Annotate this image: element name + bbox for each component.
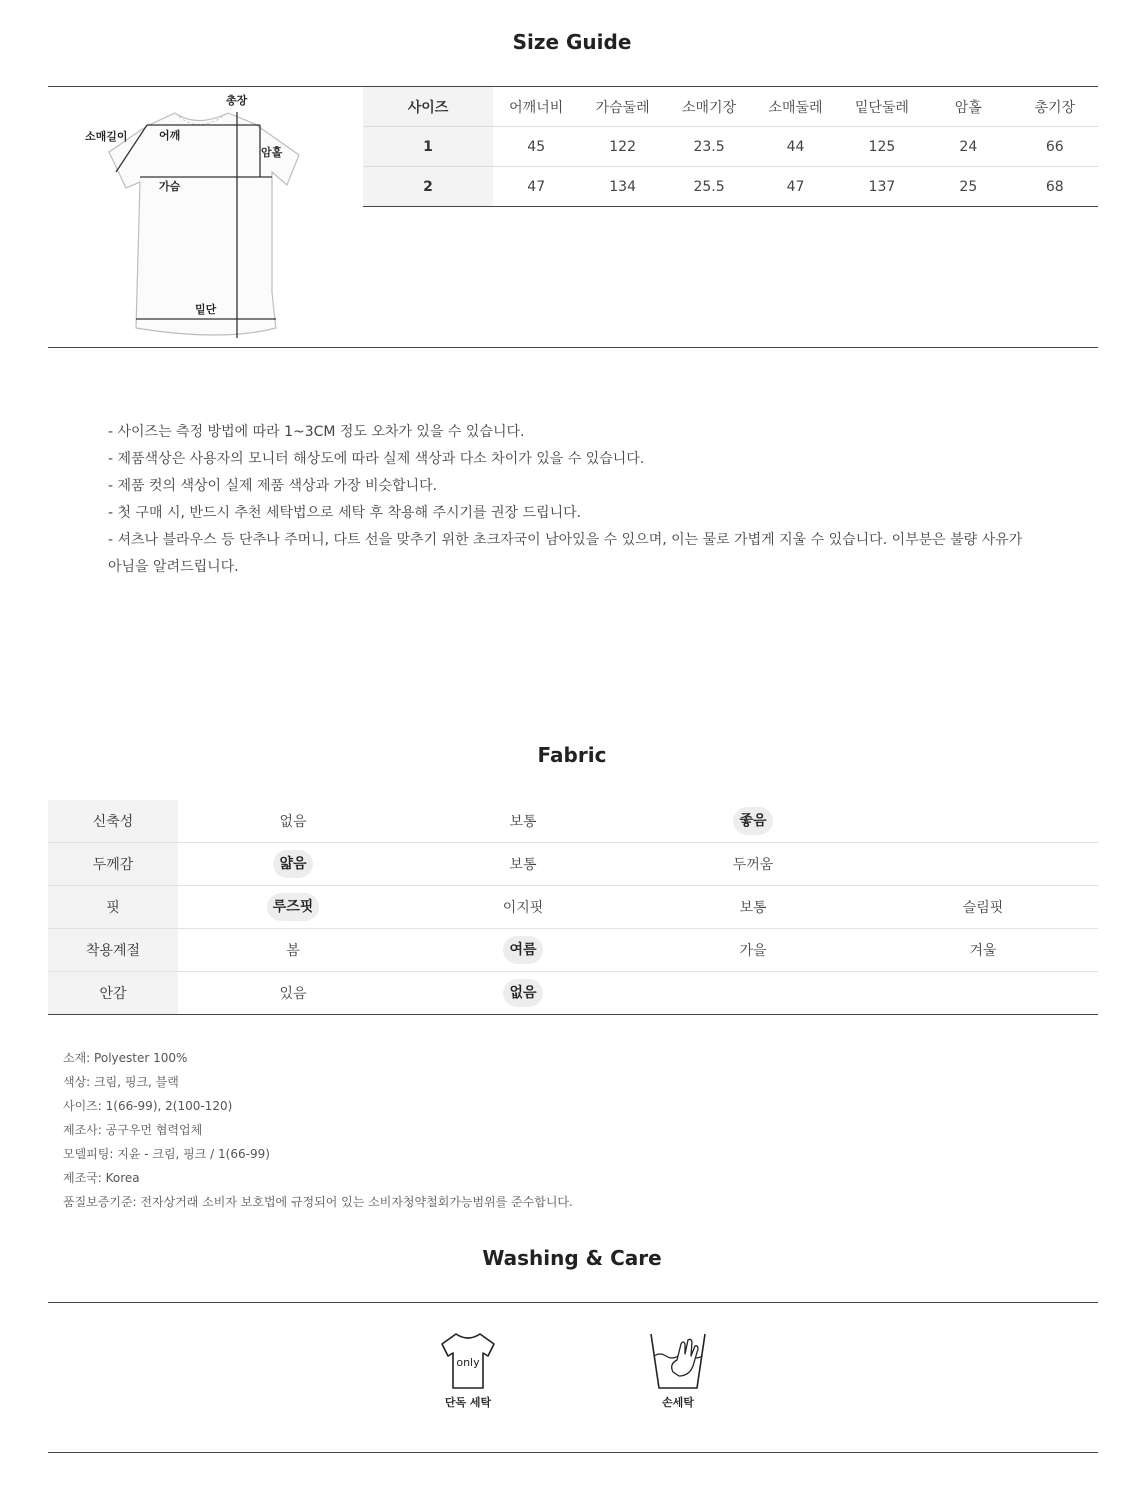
size-header-cell: 총기장 [1012,87,1098,127]
note-line: - 사이즈는 측정 방법에 따라 1~3CM 정도 오차가 있을 수 있습니다. [108,424,525,440]
fabric-option-selected: 루즈핏 [267,893,320,921]
size-table-row [363,167,1098,207]
fabric-option-cell [408,800,638,843]
size-header-cell: 소매둘레 [752,87,838,127]
note-line: - 첫 구매 시, 반드시 추천 세탁법으로 세탁 후 착용해 주시기를 권장 드립니다. [108,505,582,521]
fabric-row-label: 착용계절 [48,929,178,972]
fabric-option: 보통 [509,857,537,873]
care-top-rule [48,1302,1098,1303]
fabric-option: 두꺼움 [732,857,774,873]
size-cell: 45 [493,127,579,167]
care-title: Washing & Care [482,1246,662,1270]
info-line: 제조사: 공구우먼 협력업체 [63,1123,203,1137]
size-cell: 125 [839,127,925,167]
care-label-solo-wash: 단독 세탁 [444,1396,492,1409]
size-diagram [80,92,320,344]
fabric-option-cell [638,929,868,972]
info-line: 제조국: Korea [63,1171,140,1185]
tshirt-icon-text: only [456,1356,480,1369]
note-line: - 제품 컷의 색상이 실제 제품 색상과 가장 비슷합니다. [108,478,438,494]
label-sleeve-length: 소매길이 [85,130,128,143]
fabric-option-cell [178,800,408,843]
label-hem: 밑단 [195,303,217,316]
label-armhole: 암홀 [261,146,283,159]
fabric-option: 보통 [509,814,537,830]
fabric-option-selected: 얇음 [273,850,312,878]
size-header-cell: 가슴둘레 [579,87,665,127]
size-cell: 68 [1012,167,1098,207]
info-line: 색상: 크림, 핑크, 블랙 [63,1075,179,1089]
fabric-option: 보통 [739,900,767,916]
label-chest: 가슴 [159,180,181,193]
fabric-option-cell [178,972,408,1015]
size-cell: 25 [925,167,1011,207]
care-bottom-rule [48,1452,1098,1453]
fabric-option-selected: 여름 [503,936,542,964]
size-cell: 44 [752,127,838,167]
size-cell: 47 [752,167,838,207]
fabric-row-label: 핏 [48,886,178,929]
fabric-option: 이지핏 [502,900,544,916]
note-line: 아님을 알려드립니다. [108,559,239,575]
fabric-option-cell [408,843,638,886]
size-header-size: 사이즈 [363,87,493,127]
info-line: 모델피팅: 지윤 - 크림, 핑크 / 1(66-99) [63,1147,270,1161]
size-cell: 47 [493,167,579,207]
size-header-cell: 어깨너비 [493,87,579,127]
fabric-option-cell [178,886,408,929]
size-table-header-row [363,87,1098,127]
hand-wash-icon [647,1330,709,1392]
fabric-row [48,843,1098,886]
size-cell: 137 [839,167,925,207]
fabric-title: Fabric [537,743,607,767]
size-table-row [363,127,1098,167]
fabric-option-selected: 좋음 [733,807,772,835]
size-table [363,87,1098,207]
fabric-option-cell [408,929,638,972]
fabric-table [48,800,1098,1015]
fabric-option-cell [638,800,868,843]
fabric-option-cell [638,886,868,929]
fabric-option-cell [868,800,1098,843]
label-shoulder: 어깨 [159,129,181,142]
fabric-option-cell [868,929,1098,972]
care-item-solo-wash [418,1330,518,1410]
fabric-row [48,886,1098,929]
fabric-option-cell [638,972,868,1015]
fabric-option: 가을 [739,943,767,959]
size-guide-title: Size Guide [512,30,632,54]
label-total-length: 총장 [226,94,248,107]
fabric-option-cell [868,843,1098,886]
fabric-option: 있음 [279,986,307,1002]
size-header-cell: 밑단둘레 [839,87,925,127]
info-line: 사이즈: 1(66-99), 2(100-120) [63,1099,233,1113]
fabric-row [48,929,1098,972]
fabric-option: 없음 [279,814,307,830]
fabric-option-cell [178,929,408,972]
product-info [63,1046,573,1214]
size-cell: 122 [579,127,665,167]
tshirt-only-icon [438,1330,498,1392]
size-cell: 25.5 [666,167,752,207]
size-cell: 24 [925,127,1011,167]
fabric-row-label: 안감 [48,972,178,1015]
fabric-row [48,800,1098,843]
fabric-option-cell [178,843,408,886]
note-line: - 셔츠나 블라우스 등 단추나 주머니, 다트 선을 맞추기 위한 초크자국이 남아있을 수 있으며, 이는 물로 가볍게 지울 수 있습니다. 이부분은 불량 사유가 [108,532,1023,548]
fabric-option-cell [408,886,638,929]
care-label-hand-wash: 손세탁 [662,1396,694,1409]
size-row-label: 1 [363,127,493,167]
size-header-cell: 소매기장 [666,87,752,127]
fabric-option: 봄 [286,943,300,959]
size-row-label: 2 [363,167,493,207]
fabric-option-cell [868,886,1098,929]
note-line: - 제품색상은 사용자의 모니터 해상도에 따라 실제 색상과 다소 차이가 있을 수 있습니다. [108,451,645,467]
fabric-option: 슬림핏 [962,900,1004,916]
size-guide-bottom-rule [48,347,1098,348]
fabric-row-label: 신축성 [48,800,178,843]
fabric-row [48,972,1098,1015]
size-cell: 134 [579,167,665,207]
size-notes [108,419,1048,581]
info-line: 품질보증기준: 전자상거래 소비자 보호법에 규정되어 있는 소비자청약철회가능범위를 준수합니다. [63,1195,573,1209]
info-line: 소재: Polyester 100% [63,1051,188,1065]
fabric-option-cell [638,843,868,886]
size-cell: 66 [1012,127,1098,167]
fabric-option-cell [868,972,1098,1015]
care-item-hand-wash [628,1330,728,1410]
fabric-option-selected: 없음 [503,979,542,1007]
fabric-row-label: 두께감 [48,843,178,886]
size-header-cell: 암홀 [925,87,1011,127]
fabric-option-cell [408,972,638,1015]
fabric-option: 겨울 [969,943,997,959]
size-cell: 23.5 [666,127,752,167]
